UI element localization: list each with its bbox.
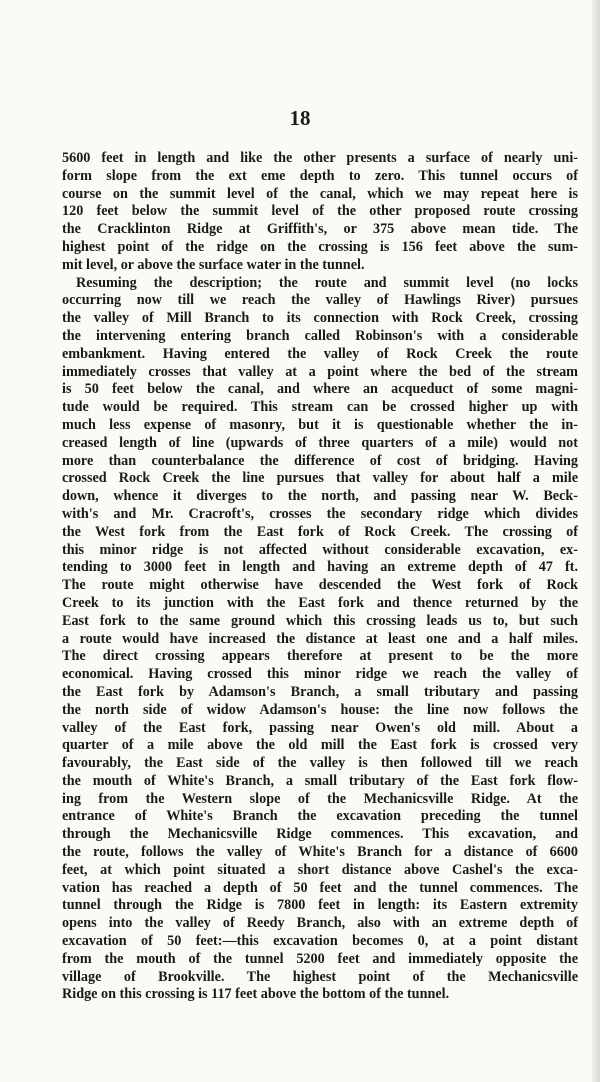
text-line: this minor ridge is not affected without considerable excavation, ex- xyxy=(62,541,578,558)
text-line: quarter of a mile above the old mill the East fork is crossed very xyxy=(62,737,578,754)
page-edge xyxy=(592,0,600,1082)
text-line: the Cracklinton Ridge at Griffith's, or 375 above mean tide. The xyxy=(62,221,578,238)
text-line: tending to 3000 feet in length and having an extreme depth of 47 ft. xyxy=(62,559,578,576)
text-line: the East fork by Adamson's Branch, a small tributary and passing xyxy=(62,683,578,700)
text-line: highest point of the ridge on the crossing is 156 feet above the sum- xyxy=(62,238,578,255)
text-line: course on the summit level of the canal, which we may repeat here is xyxy=(62,185,578,202)
text-line: feet, at which point situated a short distance above Cashel's the exca- xyxy=(62,861,578,878)
body-text xyxy=(62,150,578,1004)
text-line: economical. Having crossed this minor ridge we reach the valley of xyxy=(62,666,578,683)
text-line: the mouth of White's Branch, a small tributary of the East fork flow- xyxy=(62,772,578,789)
text-line: the valley of Mill Branch to its connection with Rock Creek, crossing xyxy=(62,310,578,327)
text-line: 5600 feet in length and like the other presents a surface of nearly uni- xyxy=(62,150,578,166)
text-line: Creek to its junction with the East fork and thence returned by the xyxy=(62,594,578,611)
text-line: The route might otherwise have descended the West fork of Rock xyxy=(62,577,578,594)
text-line: occurring now till we reach the valley of Hawlings River) pursues xyxy=(62,292,578,309)
text-line: Resuming the description; the route and summit level (no locks xyxy=(76,274,578,291)
text-line: immediately crosses that valley at a point where the bed of the stream xyxy=(62,363,578,380)
text-line: entrance of White's Branch the excavation preceding the tunnel xyxy=(62,808,578,825)
text-line: much less expense of masonry, but it is questionable whether the in- xyxy=(62,416,578,433)
text-line: down, whence it diverges to the north, and passing near W. Beck- xyxy=(62,488,578,505)
text-line: favourably, the East side of the valley is then followed till we reach xyxy=(62,755,578,772)
text-line: more than counterbalance the difference of cost of bridging. Having xyxy=(62,452,578,469)
text-line: crossed Rock Creek the line pursues that valley for about half a mile xyxy=(62,470,578,487)
text-line: the north side of widow Adamson's house: the line now follows the xyxy=(62,701,578,718)
text-line: is 50 feet below the canal, and where an acqueduct of some magni- xyxy=(62,381,578,398)
text-line: village of Brookville. The highest point of the Mechanicsville xyxy=(62,968,578,985)
text-line: embankment. Having entered the valley of Rock Creek the route xyxy=(62,345,578,362)
page-number: 18 xyxy=(289,106,311,130)
text-line: tunnel through the Ridge is 7800 feet in length: its Eastern extremity xyxy=(62,897,578,914)
text-line: with's and Mr. Cracroft's, crosses the secondary ridge which divides xyxy=(62,505,578,522)
text-line: the route, follows the valley of White's Branch for a distance of 6600 xyxy=(62,844,578,861)
text-line: ing from the Western slope of the Mechanicsville Ridge. At the xyxy=(62,790,578,807)
text-line: valley of the East fork, passing near Owen's old mill. About a xyxy=(62,719,578,736)
text-line: the West fork from the East fork of Rock Creek. The crossing of xyxy=(62,523,578,540)
text-line: vation has reached a depth of 50 feet and the tunnel commences. The xyxy=(62,879,578,896)
text-line: creased length of line (upwards of three quarters of a mile) would not xyxy=(62,434,578,451)
text-line: Ridge on this crossing is 117 feet above the bottom of the tunnel. xyxy=(62,986,450,1003)
text-line: a route would have increased the distance at least one and a half miles. xyxy=(62,630,578,647)
text-line: opens into the valley of Reedy Branch, also with an extreme depth of xyxy=(62,915,578,932)
text-line: form slope from the ext eme depth to zero. This tunnel occurs of xyxy=(62,167,578,184)
text-line: East fork to the same ground which this crossing leads us to, but such xyxy=(62,612,578,629)
text-line: tude would be required. This stream can be crossed higher up with xyxy=(62,399,578,416)
text-line: The direct crossing appears therefore at present to be the more xyxy=(62,648,578,665)
text-line: the intervening entering branch called Robinson's with a considerable xyxy=(62,327,578,344)
text-line: excavation of 50 feet:—this excavation becomes 0, at a point distant xyxy=(62,933,578,950)
text-line: mit level, or above the surface water in the tunnel. xyxy=(62,256,365,273)
text-line: through the Mechanicsville Ridge commences. This excavation, and xyxy=(62,826,578,843)
text-line: 120 feet below the summit level of the other proposed route crossing xyxy=(62,203,578,220)
text-line: from the mouth of the tunnel 5200 feet and immediately opposite the xyxy=(62,950,578,967)
